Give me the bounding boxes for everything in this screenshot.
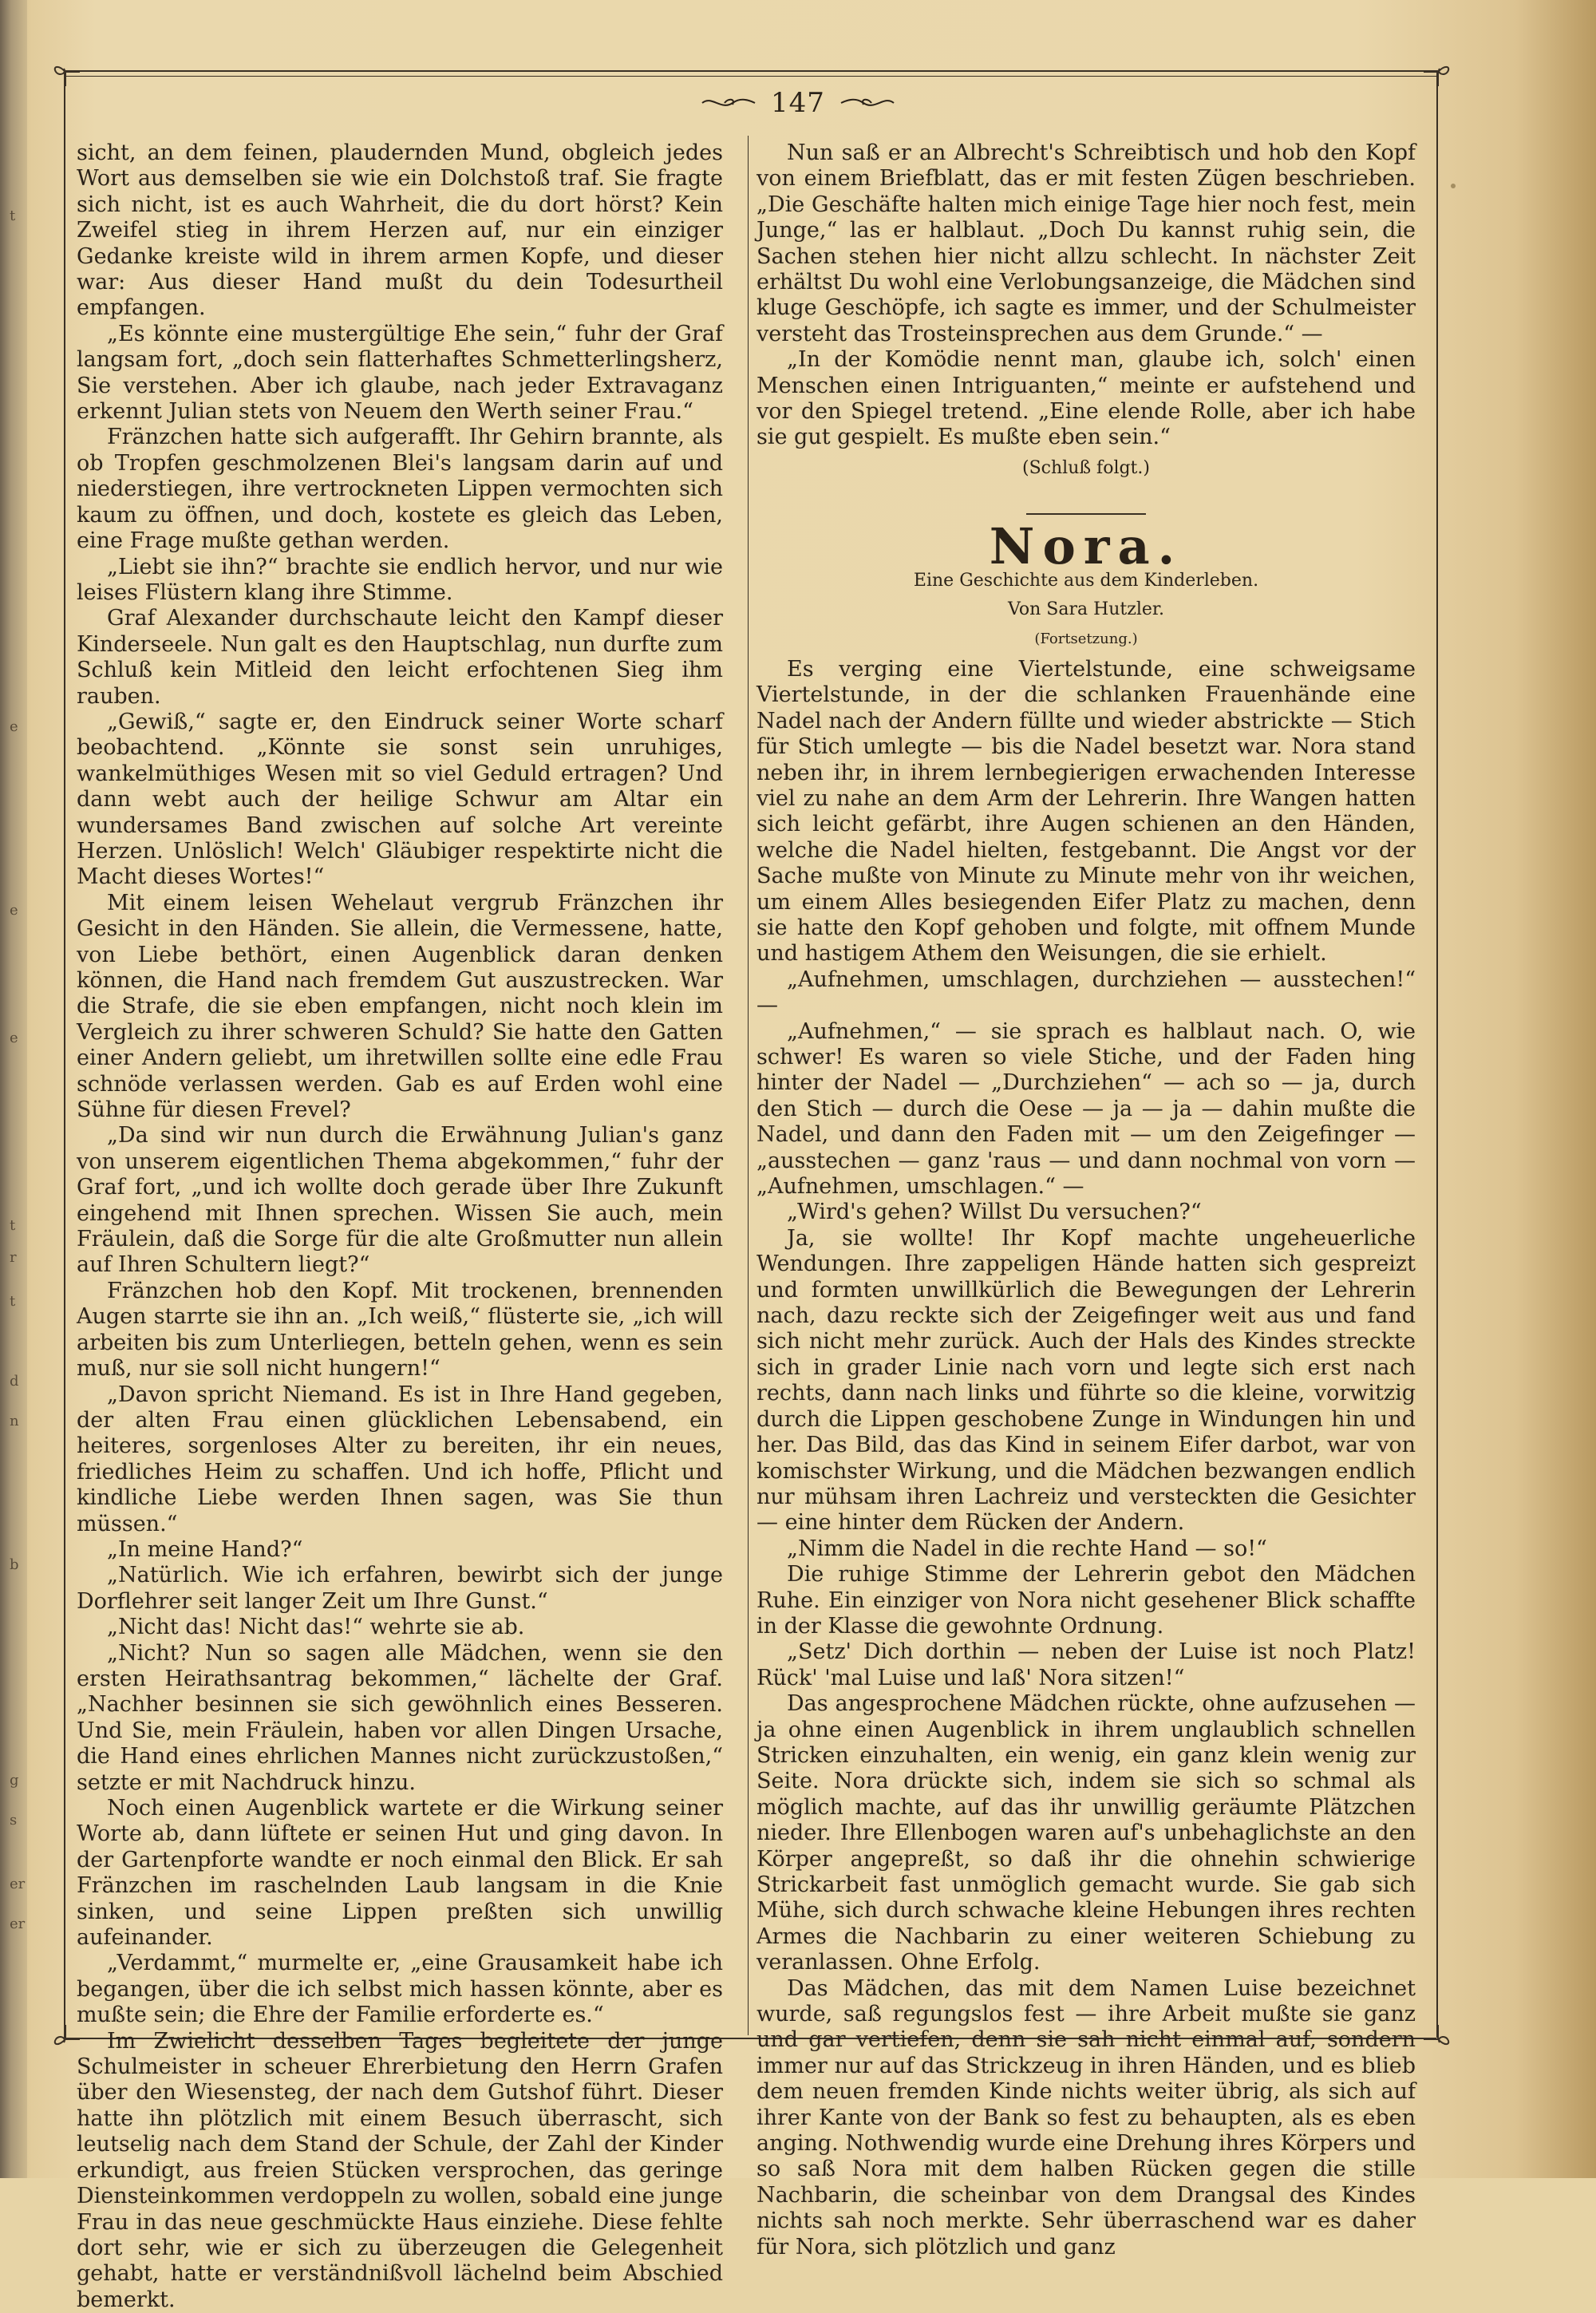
paper-stain	[1451, 184, 1456, 188]
margin-fragment: t	[10, 1293, 16, 1310]
right-column	[757, 140, 1416, 2260]
article-byline: Von Sara Hutzler.	[1007, 599, 1165, 620]
paragraph: „Nicht das! Nicht das!“ wehrte sie ab.	[107, 1615, 525, 1640]
margin-fragment: d	[10, 1373, 19, 1390]
paragraph: „Aufnehmen,“ — sie sprach es halblaut nach. O, wie schwer! Es waren so viele Stiche, und der Faden hing hinter der Nadel — „Durchziehen“ — ach so — ja, durch den Stich — durch die Oese — ja — ja — dahin mußte die Nadel, und dann den Faden mit — um den Zeigefinger — „ausstechen — ganz 'raus — und dann nochmal von vorn — „Aufnehmen, umschlagen.“ —	[757, 1018, 1416, 1200]
paragraph: „Aufnehmen, umschlagen, durchziehen — ausstechen!“ —	[757, 967, 1416, 1018]
paragraph: „Wird's gehen? Willst Du versuchen?“	[787, 1200, 1202, 1225]
paragraph: Graf Alexander durchschaute leicht den Kampf dieser Kinderseele. Nun galt es den Hauptschlag, nun durfte zum Schluß kein Mitleid den leicht erfochtenen Sieg ihm rauben.	[77, 606, 723, 709]
page-number: 147	[771, 87, 825, 119]
header-flourish-right-icon	[839, 93, 895, 113]
margin-fragment: s	[10, 1812, 18, 1829]
margin-fragment: er	[10, 1916, 26, 1932]
paragraph: „In der Komödie nennt man, glaube ich, solch' einen Menschen einen Intriguanten,“ meinte er aufstehend und vor den Spiegel tretend. „Eine elende Rolle, aber ich habe sie gut gespielt. Es mußte eben sein.“	[757, 347, 1416, 450]
margin-fragment: b	[10, 1556, 19, 1573]
section-divider	[1026, 513, 1146, 515]
paragraph: „Davon spricht Niemand. Es ist in Ihre Hand gegeben, der alten Frau einen glücklichen Lebensabend, ein heiteres, sorgenloses Alter zu bereiten, ihr ein neues, friedliches Heim zu schaffen. Und ich hoffe, Pflicht und kindliche Liebe werden Ihnen sagen, was Sie thun müssen.“	[77, 1382, 723, 1536]
paragraph: Die ruhige Stimme der Lehrerin gebot den Mädchen Ruhe. Ein einziger von Nora nicht gesehener Blick schaffte in der Klasse die gewohnte Ordnung.	[757, 1562, 1416, 1639]
article-subtitle: Eine Geschichte aus dem Kinderleben.	[913, 570, 1259, 591]
paragraph: Ja, sie wollte! Ihr Kopf machte ungeheuerliche Wendungen. Ihre zappeligen Hände hatten sich gespreizt und formten unwillkürlich die Bewegungen der Lehrerin nach, dazu reckte sich der Zeigefinger weit aus und fand sich nicht mehr zurück. Auch der Hals des Kindes streckte sich in grader Linie nach vorn und legte sich erst nach rechts, dann nach links und führte so die kleine, vorwitzig durch die Lippen geschobene Zunge in Windungen hin und her. Das Bild, das das Kind in seinem Eifer darbot, war von komischster Wirkung, und die Mädchen bezwangen endlich nur mühsam ihren Lachreiz und versteckten die Gesichter — eine hinter dem Rücken der Andern.	[757, 1225, 1416, 1536]
column-divider	[748, 136, 749, 2035]
paragraph: Fränzchen hob den Kopf. Mit trockenen, brennenden Augen starrte sie ihn an. „Ich weiß,“ flüsterte sie, „ich will arbeiten bis zum Unterliegen, betteln gehen, wenn es sein muß, nur sie soll nicht hungern!“	[77, 1278, 723, 1382]
paragraph: Im Zwielicht desselben Tages begleitete der junge Schulmeister in scheuer Ehrerbietung den Herrn Grafen über den Wiesensteg, der nach dem Gutshof führt. Dieser hatte ihn plötzlich mit einem Besuch überrascht, sich leutselig nach dem Stand der Schule, der Zahl der Kinder erkundigt, aus freien Stücken versprochen, das geringe Diensteinkommen verdoppeln zu wollen, sobald eine junge Frau in das neue geschmückte Haus einziehe. Diese fehlte dort sehr, wie er sich zu überzeugen die Gelegenheit gehabt, hatte er verständnißvoll lächelnd beim Abschied bemerkt.	[77, 2028, 723, 2312]
paragraph: „Gewiß,“ sagte er, den Eindruck seiner Worte scharf beobachtend. „Könnte sie sonst sein unruhiges, wankelmüthiges Wesen mit so viel Geduld ertragen? Und dann webt auch der heilige Schwur am Altar ein wundersames Band zwischen auf solche Art vereinte Herzen. Unlöslich! Welch' Gläubiger respektirte nicht die Macht dieses Wortes!“	[77, 709, 723, 890]
book-binding-edge	[0, 0, 27, 2178]
margin-fragment: t	[10, 1217, 16, 1234]
paragraph: „Nicht? Nun so sagen alle Mädchen, wenn sie den ersten Heirathsantrag bekommen,“ lächelte der Graf. „Nachher besinnen sie sich gewöhnlich eines Besseren. Und Sie, mein Fräulein, haben vor allen Dingen Ursache, die Hand eines ehrlichen Mannes nicht zurückzustoßen,“ setzte er mit Nachdruck hinzu.	[77, 1640, 723, 1795]
article-title: Nora.	[989, 517, 1183, 576]
corner-ornament-top-right-icon	[1422, 56, 1454, 88]
article-continuation: (Fortsetzung.)	[1034, 630, 1138, 647]
frame-right-rule	[1436, 70, 1438, 2038]
paragraph: „Setz' Dich dorthin — neben der Luise ist noch Platz! Rück' 'mal Luise und laß' Nora sitzen!“	[757, 1639, 1416, 1690]
margin-fragment: n	[10, 1413, 19, 1429]
frame-left-rule	[64, 70, 65, 2038]
header-flourish-left-icon	[701, 93, 757, 113]
paragraph: „Nimm die Nadel in die rechte Hand — so!“	[787, 1536, 1267, 1561]
margin-fragment: e	[10, 1030, 18, 1046]
margin-fragment: e	[10, 718, 18, 735]
page-header	[559, 83, 1037, 123]
paragraph: „Da sind wir nun durch die Erwähnung Julian's ganz von unserem eigentlichen Thema abgekommen,“ fuhr der Graf fort, „und ich wollte doch gerade über Ihre Zukunft eingehend mit Ihnen sprechen. Wissen Sie auch, mein Fräulein, daß die Sorge für die alte Großmutter nun allein auf Ihren Schultern liegt?“	[77, 1123, 723, 1278]
paragraph: Noch einen Augenblick wartete er die Wirkung seiner Worte ab, dann lüftete er seinen Hut und ging davon. In der Gartenpforte wandte er noch einmal den Blick. Er sah Fränzchen im raschelnden Laub langsam in die Knie sinken, und seine Lippen preßten sich unwillig aufeinander.	[77, 1796, 723, 1951]
margin-fragment: r	[10, 1249, 17, 1266]
paragraph: sicht, an dem feinen, plaudernden Mund, obgleich jedes Wort aus demselben sie wie ein Dolchstoß traf. Sie fragte sich nicht, ist es auch Wahrheit, die du dort hörst? Kein Zweifel stieg in ihrem Herzen auf, nur ein einziger Gedanke kreiste wild in ihrem armen Kopfe, und dieser war: Aus dieser Hand mußt du dein Todesurtheil empfangen.	[77, 140, 723, 321]
paragraph: Mit einem leisen Wehelaut vergrub Fränzchen ihr Gesicht in den Händen. Sie allein, die Vermessene, hatte, von Liebe bethört, einen Augenblick daran denken können, die Hand nach fremdem Gut auszustrecken. War die Strafe, die sie eben empfangen, nicht noch klein im Vergleich zu ihrer schweren Schuld? Sie hatte den Gatten einer Andern geliebt, um ihretwillen sollte eine edle Frau schnöde verlassen werden. Gab es auf Erden wohl eine Sühne für diesen Frevel?	[77, 890, 723, 1123]
left-column	[77, 140, 723, 2313]
paragraph: Nun saß er an Albrecht's Schreibtisch und hob den Kopf von einem Briefblatt, das er mit festen Zügen beschrieben. „Die Geschäfte halten mich einige Tage hier noch fest, mein Junge,“ las er halblaut. „Doch Du kannst ruhig sein, die Sachen stehen hier nicht allzu schlecht. In nächster Zeit erhältst Du wohl eine Verlobungsanzeige, die Mädchen sind kluge Geschöpfe, ich sagte es immer, und der Schulmeister versteht das Trosteinsprechen aus dem Grunde.“ —	[757, 140, 1416, 346]
frame-top-rule	[64, 70, 1436, 77]
continuation-note: (Schluß folgt.)	[1022, 457, 1150, 478]
corner-ornament-top-left-icon	[49, 56, 81, 88]
paragraph: „In meine Hand?“	[107, 1536, 303, 1562]
paragraph: Es verging eine Viertelstunde, eine schweigsame Viertelstunde, in der die schlanken Frauenhände eine Nadel nach der Andern füllte und wieder abstrickte — Stich für Stich umlegte — bis die Nadel besetzt war. Nora stand neben ihr, in ihrem lernbegierigen erwachenden Interesse viel zu nahe an dem Arm der Lehrerin. Ihre Wangen hatten sich leicht gefärbt, ihre Augen schienen an den Händen, welche die Nadel hielten, festgebannt. Die Angst vor der Sache mußte von Minute zu Minute mehr von ihr weichen, um einem Alles besiegenden Eifer Platz zu machen, denn sie hatte den Kopf gehoben und folgte, mit offnem Munde und hastigem Athem den Weisungen, die sie erhielt.	[757, 656, 1416, 967]
margin-fragment: t	[10, 208, 16, 224]
paragraph: „Es könnte eine mustergültige Ehe sein,“ fuhr der Graf langsam fort, „doch sein flatterhaftes Schmetterlingsherz, Sie verstehen. Aber ich glaube, nach jeder Extravaganz erkennt Julian stets von Neuem den Werth seiner Frau.“	[77, 321, 723, 425]
margin-fragment: g	[10, 1772, 19, 1789]
paragraph: Fränzchen hatte sich aufgerafft. Ihr Gehirn brannte, als ob Tropfen geschmolzenen Blei's langsam darin auf und niederstiegen, ihre vertrockneten Lippen vermochten sich kaum zu öffnen, und doch, kostete es gleich das Leben, eine Frage mußte gethan werden.	[77, 425, 723, 554]
margin-fragment: er	[10, 1876, 26, 1892]
paragraph: „Natürlich. Wie ich erfahren, bewirbt sich der junge Dorflehrer seit langer Zeit um Ihre Gunst.“	[77, 1563, 723, 1614]
paragraph: Das Mädchen, das mit dem Namen Luise bezeichnet wurde, saß regungslos fest — ihre Arbeit mußte sie ganz und gar vertiefen, denn sie sah nicht einmal auf, sondern immer nur auf das Strickzeug in ihren Händen, und es blieb dem neuen fremden Kinde nichts weiter übrig, als sich auf ihrer Kante von der Bank so fest zu behaupten, als es eben anging. Nothwendig wurde eine Drehung ihres Körpers und so saß Nora mit dem halben Rücken gegen die stille Nachbarin, die scheinbar von dem Drangsal des Kindes nichts sah noch merkte. Sehr überraschend war es daher für Nora, sich plötzlich und ganz	[757, 1975, 1416, 2260]
margin-fragment: e	[10, 902, 18, 919]
paragraph: „Liebt sie ihn?“ brachte sie endlich hervor, und nur wie leises Flüstern klang ihre Stimme.	[77, 554, 723, 605]
paragraph: „Verdammt,“ murmelte er, „eine Grausamkeit habe ich begangen, über die ich selbst mich hassen könnte, aber es mußte sein; die Ehre der Familie erforderte es.“	[77, 1951, 723, 2028]
corner-ornament-bottom-right-icon	[1422, 2023, 1454, 2055]
paragraph: Das angesprochene Mädchen rückte, ohne aufzusehen — ja ohne einen Augenblick in ihrem unglaublich schnellen Stricken einzuhalten, ein wenig, ein ganz klein wenig zur Seite. Nora drückte sich, indem sie sich so schmal als möglich machte, auf das ihr unwillig geräumte Plätzchen nieder. Ihre Ellenbogen waren auf's unbehaglichste an den Körper angepreßt, so daß ihr die ohnehin schwierige Strickarbeit fast unmöglich gemacht wurde. Sie gab sich Mühe, sich durch schwache kleine Hebungen ihres rechten Armes die Nachbarin zu einer weiteren Schiebung zu veranlassen. Ohne Erfolg.	[757, 1691, 1416, 1975]
